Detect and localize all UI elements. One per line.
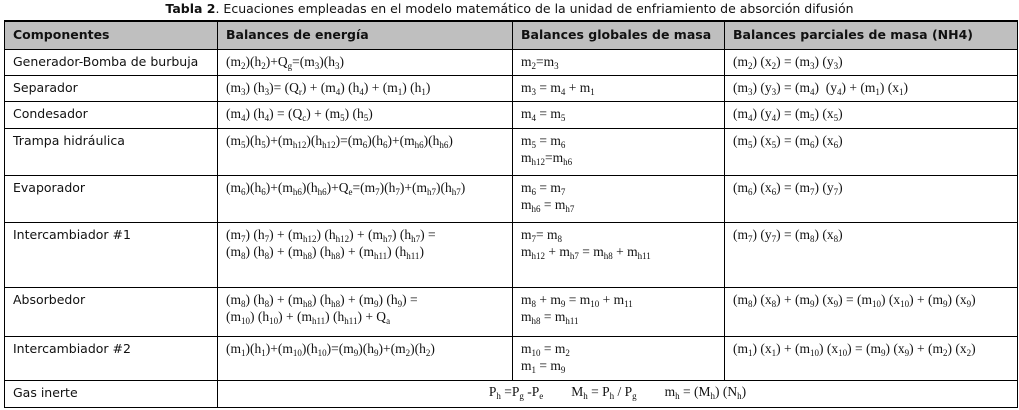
energy-balance-cell: [218, 223, 513, 288]
header-row: [5, 21, 1018, 50]
equation: $m_{h12} + m_{h7} = m_{h8} + m_{h11}$: [521, 244, 651, 262]
equation: $m_1 = m_9$: [521, 358, 566, 376]
partial-mass-cell: [725, 337, 1018, 381]
global-mass-cell: [513, 102, 725, 129]
component-cell: Trampa hidráulica: [5, 128, 218, 175]
component-cell: Generador-Bomba de burbuja: [5, 50, 218, 76]
table-row: [5, 223, 1018, 288]
equation: $(m_1) (x_1) + (m_{10}) (x_{10}) = (m_9) (x_9) + (m_2)$ $(x_2)$: [733, 341, 976, 359]
component-cell: Intercambiador #2: [5, 337, 218, 381]
equation: $(m_2)(h_2)+Q_g=(m_3)(h_3)$: [226, 54, 344, 71]
partial-mass-cell: [725, 176, 1018, 223]
equation: $P_h =P_g$ $-P_e$: [488, 384, 544, 402]
global-mass-cell: [513, 50, 725, 76]
energy-balance-cell: [218, 102, 513, 129]
equation: $m_{h8} = m_{h11}$: [521, 308, 579, 326]
global-mass-cell: [513, 337, 725, 381]
partial-mass-cell: [725, 102, 1018, 129]
equation: $(m_6) (x_6) = (m_7)$ $(y_7)$: [733, 180, 843, 198]
table-row: [5, 102, 1018, 129]
equation: $m_8 + m_9 = m_{10} + m_{11}$: [521, 291, 633, 309]
gas-equations-cell: [218, 381, 1018, 408]
partial-mass-cell: [725, 50, 1018, 76]
equation: $m_h = (M_h)$ $(N_h)$: [664, 384, 747, 402]
equation: $m_2=m_3$: [521, 54, 559, 71]
equation: $(m_7) (y_7) = (m_8)$ $(x_8)$: [733, 227, 843, 245]
energy-balance-cell: [218, 75, 513, 102]
equation: $(m_4) (h_4) = (Q_c) + (m_5)$ $(h_5)$: [226, 106, 373, 124]
equation: $(m_8) (h_8) + (m_{h8}) (h_{h8}) + (m_9) (h_9)$ =: [226, 291, 418, 309]
table-row: [5, 287, 1018, 336]
partial-mass-cell: [725, 287, 1018, 336]
equation: $m_3 = m_4 + m_1$: [521, 79, 595, 97]
partial-mass-cell: [725, 223, 1018, 288]
table-row: [5, 337, 1018, 381]
equation: $(m_1)(h_1)+(m_{10})(h_{10})=(m_9)(h_9)+(m_2)(h_2)$: [226, 341, 435, 359]
equation: $m_7= m_8$: [521, 227, 563, 245]
component-cell: Intercambiador #1: [5, 223, 218, 288]
equation: $(m_2) (x_2) = (m_3)$ $(y_3)$: [733, 54, 843, 71]
equation: $(m_8) (x_8) + (m_9) (x_9) = (m_{10}) (x_{10}) + (m_9)$ $(x_9)$: [733, 291, 976, 309]
component-cell: Evaporador: [5, 176, 218, 223]
energy-balance-cell: [218, 287, 513, 336]
energy-balance-cell: [218, 128, 513, 175]
energy-balance-cell: [218, 337, 513, 381]
component-cell: Absorbedor: [5, 287, 218, 336]
table-row: [5, 176, 1018, 223]
equation: $m_5 = m_6$: [521, 132, 566, 150]
equation: $m_6 = m_7$: [521, 180, 566, 198]
caption-label: Tabla 2: [165, 1, 216, 16]
global-mass-cell: [513, 287, 725, 336]
global-mass-cell: [513, 223, 725, 288]
component-cell: Separador: [5, 75, 218, 102]
partial-mass-cell: [725, 128, 1018, 175]
partial-mass-cell: [725, 75, 1018, 102]
global-mass-cell: [513, 128, 725, 175]
component-cell: Gas inerte: [5, 381, 218, 408]
equation: $m_{10} = m_2$: [521, 341, 570, 359]
header-componentes: Componentes: [5, 21, 218, 50]
table-row: [5, 128, 1018, 175]
table-row: [5, 75, 1018, 102]
equation: $(m_3)$ $(h_3)= (Q_r) + (m_4) (h_4) + (m_1)$ $(h_1)$: [226, 79, 431, 97]
component-cell: Condesador: [5, 102, 218, 129]
header-balances-parciales: Balances parciales de masa (NH4): [725, 21, 1018, 50]
equations-table: [4, 20, 1018, 408]
equation: $(m_5)(h_5)+(m_{h12})(h_{h12})=(m_6)(h_6)+(m_{h6})(h_{h6})$: [226, 132, 453, 150]
equation: $(m_8) (h_8) + (m_{h8}) (h_{h8}) + (m_{h11})$ $(h_{h11})$: [226, 244, 424, 262]
equation: $(m_7) (h_7) + (m_{h12}) (h_{h12}) + (m_{h7}) (h_{h7})$ =: [226, 227, 436, 245]
global-mass-cell: [513, 176, 725, 223]
equation: $m_{h6} = m_{h7}$: [521, 197, 575, 215]
header-balances-globales: Balances globales de masa: [513, 21, 725, 50]
equation: $m_{h12}=m_{h6}$: [521, 149, 573, 167]
energy-balance-cell: [218, 50, 513, 76]
header-balances-energia: Balances de energía: [218, 21, 513, 50]
equation: $M_h = P_h / P_g$: [571, 384, 637, 402]
table-caption: [0, 0, 1019, 18]
equation: $(m_6)(h_6)+(m_{h6})(h_{h6})+Q_e=(m_7)(h_7)+(m_{h7})(h_{h7})$: [226, 180, 466, 198]
equation: $m_4 = m_5$: [521, 106, 566, 124]
equation: $(m_3) (y_3) = (m_4) (y_4) + (m_1)$ $(x_1)$: [733, 79, 908, 97]
equation: $(m_5) (x_5) = (m_6)$ $(x_6)$: [733, 132, 843, 150]
gas-inerte-row: [5, 381, 1018, 408]
global-mass-cell: [513, 75, 725, 102]
table-row: [5, 50, 1018, 76]
equation: $(m_4) (y_4) = (m_5)$ $(x_5)$: [733, 106, 843, 124]
caption-text: . Ecuaciones empleadas en el modelo matemático de la unidad de enfriamiento de absorción difusión: [215, 1, 854, 16]
equation: $(m_{10}) (h_{10}) + (m_{h11}) (h_{h11}) + Q_a$: [226, 308, 391, 326]
energy-balance-cell: [218, 176, 513, 223]
